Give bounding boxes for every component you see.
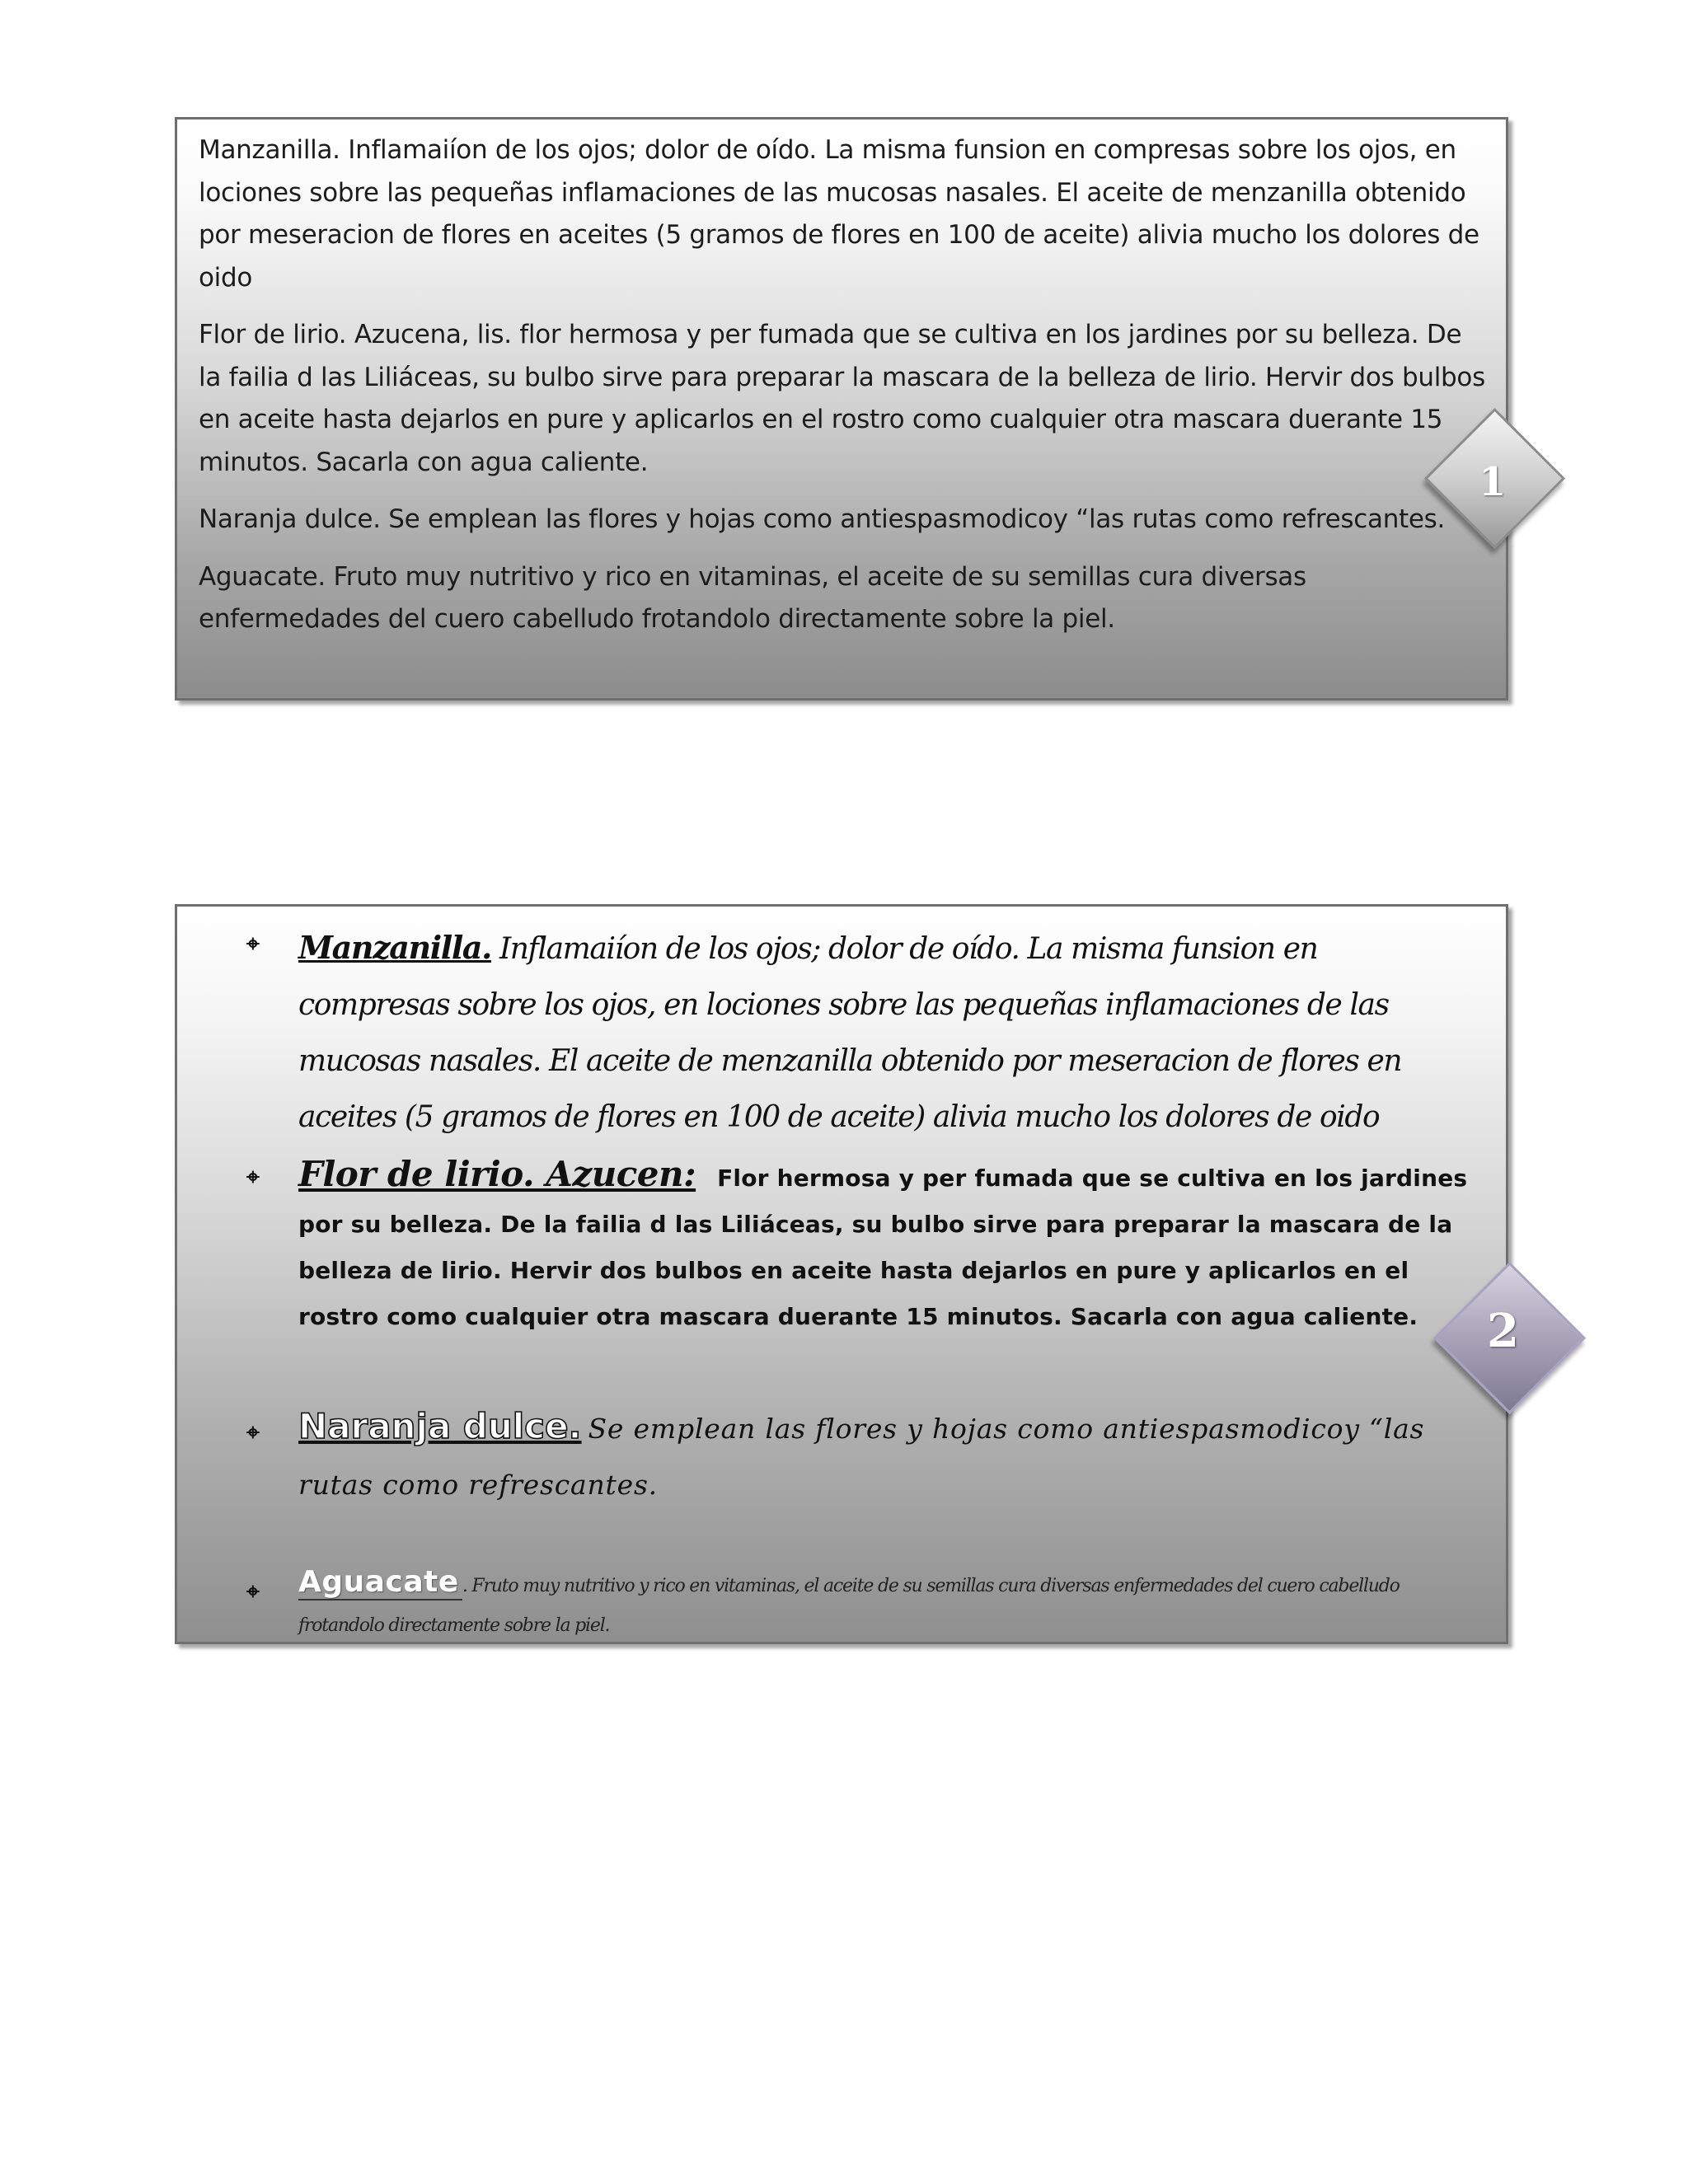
list-item-body: Inflamaiíon de los ojos; dolor de oído. La misma funsion en compresas sobre los ojos, en lociones sobre las pequeñas inflamaciones de las mucosas nasales. El aceite de menzanilla obtenido por meseracion de flores en aceites (5 gramos de flores en 100 de aceite) alivia mucho los dolores de oido [298, 932, 1402, 1134]
list-item-text [298, 1563, 1468, 1644]
list-item-heading: Manzanilla. [298, 929, 491, 966]
list-item-body: . Fruto muy nutritivo y rico en vitaminas, el aceite de su semillas cura diversas enfermedades del cuero cabelludo frotandolo directamente sobre la piel. [298, 1576, 1400, 1636]
bullet-icon: ⌖ [246, 930, 260, 957]
list-item-heading: Aguacate [298, 1565, 462, 1601]
bullet-icon: ⌖ [246, 1163, 260, 1190]
badge-number-2: 2 [1487, 1304, 1519, 1358]
list-item-text [298, 1399, 1468, 1513]
list-item-text [298, 1151, 1468, 1340]
badge-number-1: 1 [1479, 459, 1507, 505]
bullet-icon: ⌖ [246, 1577, 260, 1605]
list-item-heading: Flor de lirio. Azucen: [298, 1154, 696, 1194]
list-item-body: Se emplean las flores y hojas como antiespasmodicoy “las rutas como refrescantes. [298, 1413, 1425, 1501]
list-item-text [298, 920, 1468, 1146]
plain-text-box [175, 117, 1508, 701]
paragraph-flor-de-lirio: Flor de lirio. Azucena, lis. flor hermosa y per fumada que se cultiva en los jardines por su belleza. De la failia d las Liliáceas, su bulbo sirve para preparar la mascara de la belleza de lirio. Hervir dos bulbos en aceite hasta dejarlos en pure y aplicarlos en el rostro como cualquier otra mascara duerante 15 minutos. Sacarla con agua caliente. [199, 320, 1485, 477]
styled-list-box [175, 904, 1508, 1644]
paragraph-naranja-dulce: Naranja dulce. Se emplean las flores y hojas como antiespasmodicoy “las rutas como refrescantes. [199, 504, 1446, 534]
paragraph-aguacate: Aguacate. Fruto muy nutritivo y rico en vitaminas, el aceite de su semillas cura diversas enfermedades del cuero cabelludo frotandolo directamente sobre la piel. [199, 561, 1306, 634]
bullet-icon: ⌖ [246, 1418, 260, 1446]
paragraph-manzanilla: Manzanilla. Inflamaiíon de los ojos; dolor de oído. La misma funsion en compresas sobre los ojos, en lociones sobre las pequeñas inflamaciones de las mucosas nasales. El aceite de menzanilla obtenido por meseracion de flores en aceites (5 gramos de flores en 100 de aceite) alivia mucho los dolores de oido [199, 135, 1479, 293]
list-item-body: Flor hermosa y per fumada que se cultiva en los jardines por su belleza. De la failia d las Liliáceas, su bulbo sirve para preparar la mascara de la belleza de lirio. Hervir dos bulbos en aceite hasta dejarlos en pure y aplicarlos en el rostro como cualquier otra mascara duerante 15 minutos. Sacarla con agua caliente. [298, 1165, 1468, 1330]
list-item-heading: Naranja dulce. [298, 1406, 582, 1446]
